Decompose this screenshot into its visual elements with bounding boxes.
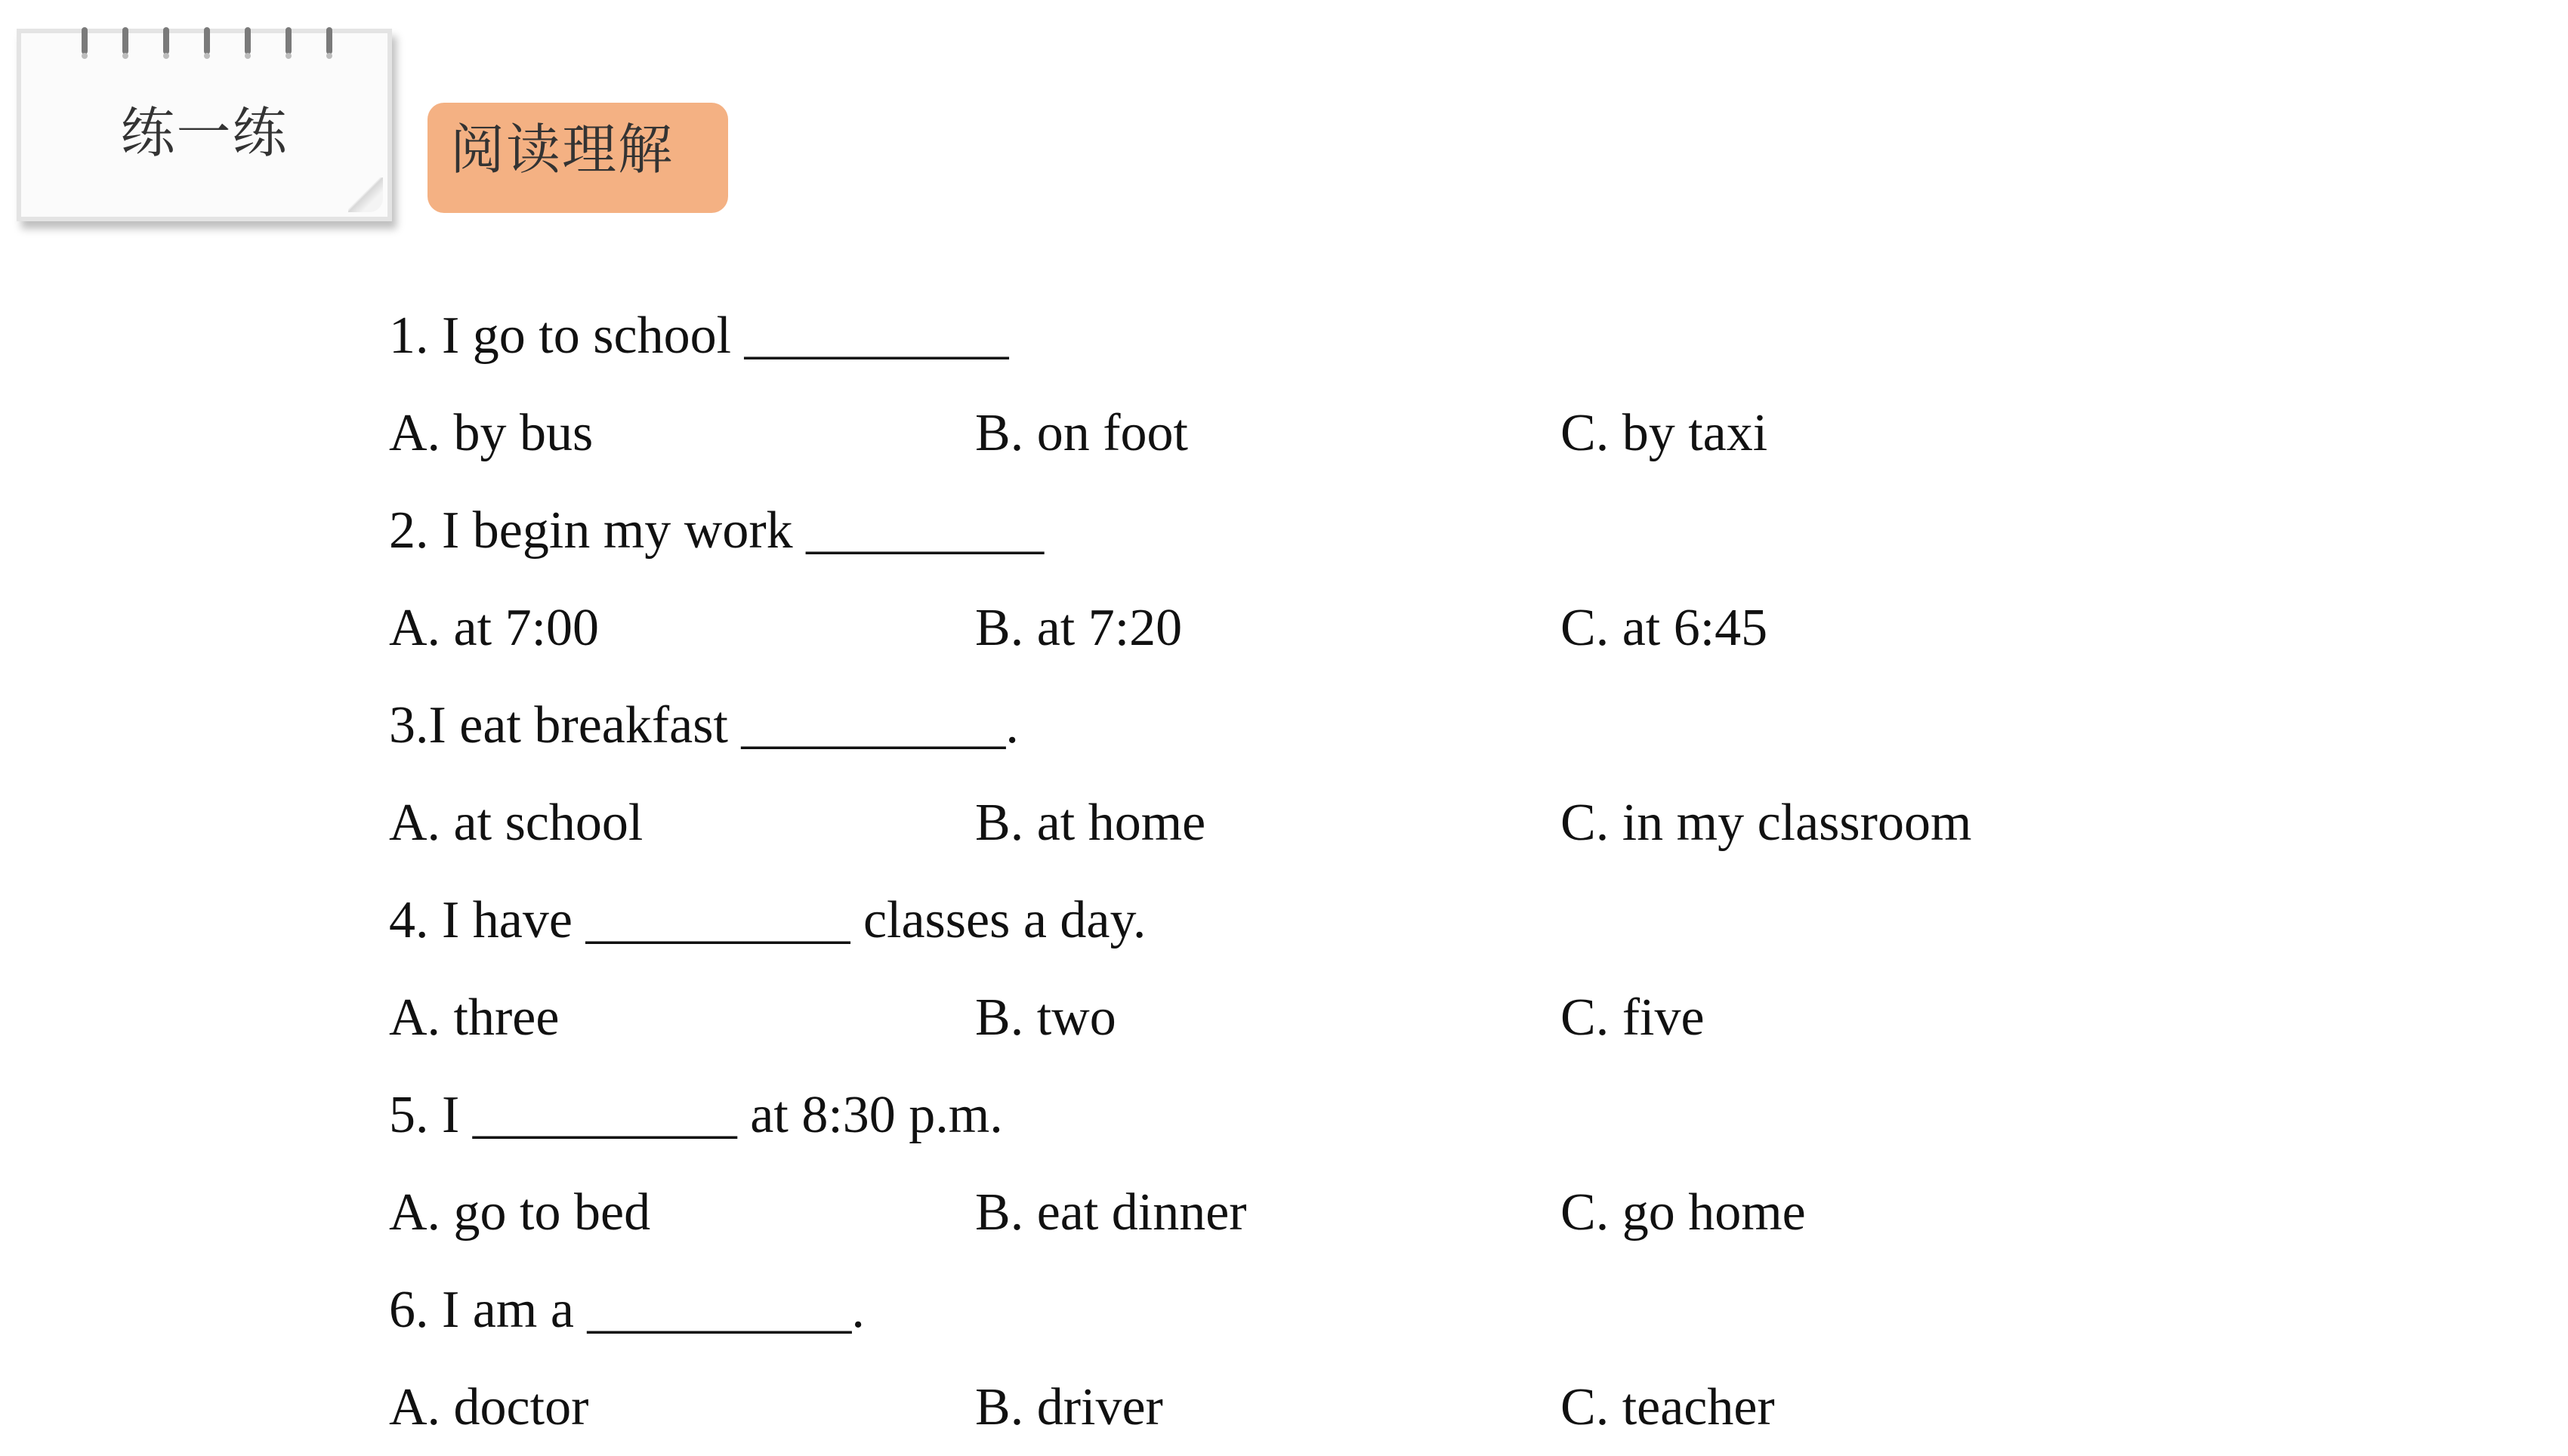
question-list [389,287,2353,1456]
spiral-ring-icon [204,27,210,54]
option-b[interactable]: B. at home [975,794,1206,852]
option-a[interactable]: A. go to bed [389,1183,651,1242]
option-a[interactable]: A. at school [389,794,644,852]
question-text: 2. I begin my work _________ [389,501,1045,560]
option-a[interactable]: A. at 7:00 [389,599,600,657]
option-b[interactable]: B. driver [975,1378,1163,1436]
option-b[interactable]: B. at 7:20 [975,599,1183,657]
question-text: 5. I __________ at 8:30 p.m. [389,1086,1003,1144]
question-item [389,1261,2353,1456]
spiral-ring-icon [163,27,169,54]
spiral-ring-icon [82,27,88,54]
question-item [389,1066,2353,1261]
question-item [389,871,2353,1066]
question-text: 4. I have __________ classes a day. [389,891,1147,949]
question-text: 1. I go to school __________ [389,307,1009,365]
spiral-ring-icon [122,27,128,54]
spiral-ring-icon [245,27,251,54]
options-row [389,1164,2353,1261]
spiral-ring-icon [326,27,332,54]
options-row [389,1359,2353,1456]
spiral-notepad-icon [17,29,392,221]
option-a[interactable]: A. three [389,989,560,1047]
option-c[interactable]: C. at 6:45 [1560,599,1768,657]
option-a[interactable]: A. doctor [389,1378,589,1436]
option-c[interactable]: C. go home [1560,1183,1806,1242]
option-c[interactable]: C. teacher [1560,1378,1775,1436]
option-c[interactable]: C. five [1560,989,1705,1047]
option-a[interactable]: A. by bus [389,404,594,462]
options-row [389,774,2353,871]
question-item [389,287,2353,482]
options-row [389,384,2353,482]
option-c[interactable]: C. in my classroom [1560,794,1972,852]
practice-title: 练一练 [120,101,289,165]
section-label-reading-comprehension: 阅读理解 [427,103,728,213]
question-text: 3.I eat breakfast __________. [389,696,1019,754]
question-item [389,677,2353,871]
option-b[interactable]: B. on foot [975,404,1188,462]
spiral-ring-icon [286,27,292,54]
option-c[interactable]: C. by taxi [1560,404,1768,462]
option-b[interactable]: B. two [975,989,1116,1047]
question-item [389,482,2353,677]
option-b[interactable]: B. eat dinner [975,1183,1247,1242]
question-text: 6. I am a __________. [389,1281,865,1339]
options-row [389,579,2353,677]
options-row [389,969,2353,1066]
